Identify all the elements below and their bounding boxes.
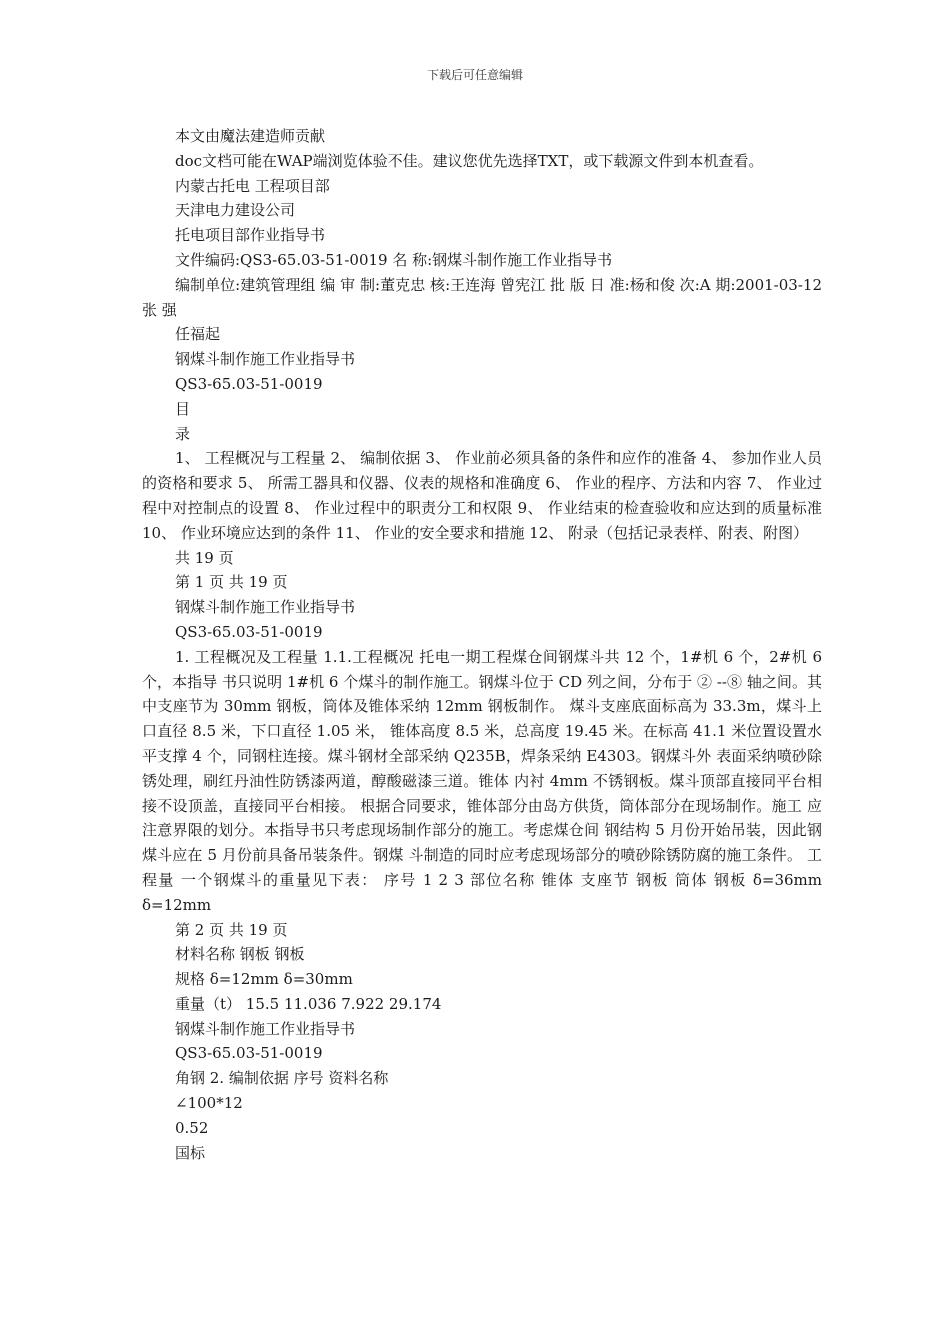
line-code: QS3-65.03-51-0019 (175, 374, 323, 393)
line-code-repeat-2: QS3-65.03-51-0019 (175, 1044, 323, 1063)
page-header: 下载后可任意编辑 (426, 68, 523, 82)
line-basis: 角钢 2. 编制依据 序号 资料名称 (175, 1069, 389, 1088)
line-page-1: 第 1 页 共 19 页 (175, 573, 288, 592)
line-toc-1: 目 (175, 399, 191, 418)
line-doc-notice: doc文档可能在WAP端浏览体验不佳。建议您优先选择TXT，或下载源文件到本机查看。 (175, 151, 764, 170)
line-angle-spec: ∠100*12 (175, 1094, 243, 1113)
line-total-pages: 共 19 页 (175, 548, 234, 567)
line-title: 钢煤斗制作施工作业指导书 (175, 350, 356, 369)
line-title-repeat-2: 钢煤斗制作施工作业指导书 (175, 1019, 356, 1038)
line-guide-series: 托电项目部作业指导书 (175, 226, 326, 245)
line-company: 天津电力建设公司 (175, 201, 296, 220)
overview-paragraph: 1. 工程概况及工程量 1.1.工程概况 托电一期工程煤仓间钢煤斗共 12 个，1#机 6 个，2#机 6 个，本指导 书只说明 1#机 6 个煤斗的制作施工。钢煤斗位于 CD 列之间，分布于 ② --⑧ 轴之间。其中支座节为 30mm 钢板，筒体及锥体采纳 12mm 钢板制作。 煤斗支座底面标高为 33.3m，煤斗上口直径 8.5 米，下口直径 1.05 米， 锥体高度 8.5 米，总高度 19.45 米。在标高 41.1 米位置设置水平支撑 4 个，同钢柱连接。煤斗钢材全部采纳 Q235B，焊条采纳 E4303。钢煤斗外 表面采纳喷砂除锈处理，刷红丹油性防锈漆两道，醇酸磁漆三道。锥体 内衬 4mm 不锈钢板。煤斗顶部直接同平台相接不设顶盖，直接同平台相接。 根据合同要求，锥体部分由岛方供货，筒体部分在现场制作。施工 应注意界限的划分。本指导书只考虑现场制作部分的施工。考虑煤仓间 钢结构 5 月份开始吊装，因此钢煤斗应在 5 月份前具备吊装条件。钢煤 斗制造的同时应考虑现场部分的喷砂除锈防腐的施工条件。 工程量 一个钢煤斗的重量见下表： 序号 1 2 3 部位名称 锥体 支座节 钢板 筒体 钢板 δ=36mm δ=12mm (142, 647, 822, 914)
line-file-code: 文件编码:QS3-65.03-51-0019 名 称:钢煤斗制作施工作业指导书 (175, 250, 613, 269)
line-page-2: 第 2 页 共 19 页 (175, 920, 288, 939)
line-project-dept: 内蒙古托电 工程项目部 (175, 176, 330, 195)
line-compilation-info: 编制单位:建筑管理组 编 审 制:董克忠 核:王连海 曾宪江 批 版 日 准:杨和俊 次:A 期:2001-03-12 张 强 (142, 275, 822, 319)
toc-paragraph: 1、 工程概况与工程量 2、 编制依据 3、 作业前必须具备的条件和应作的准备 4、 参加作业人员的资格和要求 5、 所需工器具和仪器、仪表的规格和准确度 6、 作业的程序、方法和内容 7、 作业过程中对控制点的设置 8、 作业过程中的职责分工和权限 9、 作业结束的检查验收和应达到的质量标准 10、 作业环境应达到的条件 11、 作业的安全要求和措施 12、 附录（包括记录表样、附表、附图） (142, 449, 822, 542)
line-value: 0.52 (175, 1118, 209, 1137)
line-name: 任福起 (175, 325, 221, 344)
line-code-repeat: QS3-65.03-51-0019 (175, 622, 323, 641)
document-body (142, 124, 822, 1165)
line-spec: 规格 δ=12mm δ=30mm (175, 970, 353, 989)
line-standard: 国标 (175, 1143, 206, 1162)
line-contributor: 本文由魔法建造师贡献 (175, 127, 326, 145)
line-toc-2: 录 (175, 424, 191, 443)
line-weight: 重量（t） 15.5 11.036 7.922 29.174 (175, 994, 442, 1013)
line-material: 材料名称 钢板 钢板 (175, 945, 305, 964)
line-title-repeat: 钢煤斗制作施工作业指导书 (175, 598, 356, 617)
